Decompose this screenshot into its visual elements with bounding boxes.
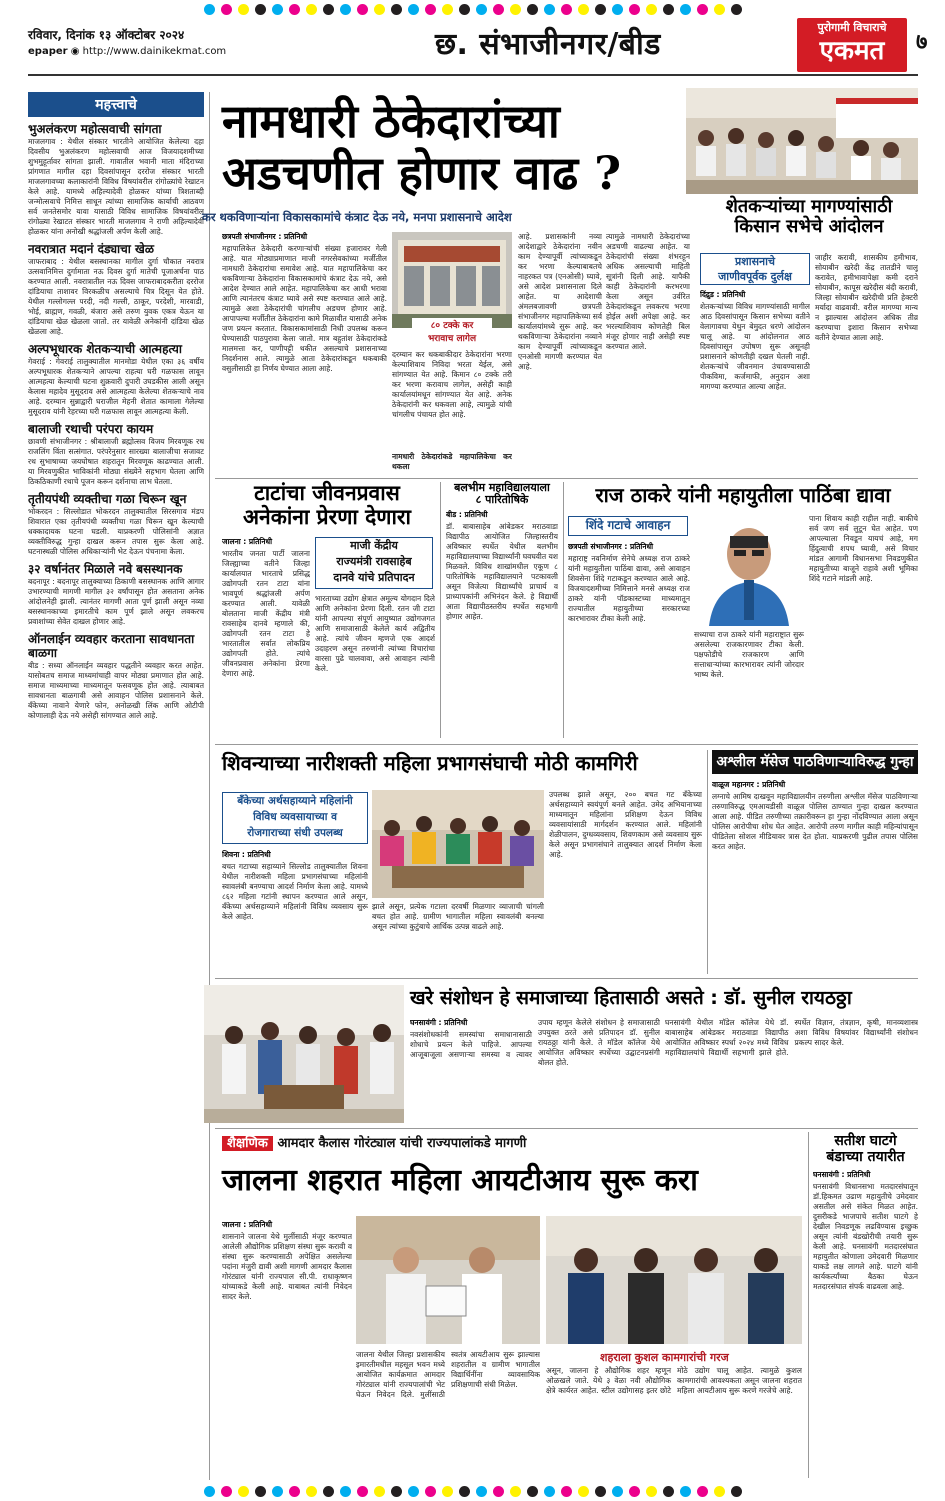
logo-tagline: पुरोगामी विचाराचे <box>817 21 887 34</box>
iti-hostel-photo <box>546 1216 802 1344</box>
crime-column <box>712 780 918 972</box>
sidebar-item-title: भुअलंकरण महोत्सवाची सांगता <box>28 122 162 136</box>
crime-byline: वाळूज महानगर : प्रतिनिधी <box>712 780 786 789</box>
farmer-headline-line1: शेतकऱ्यांच्या मागण्यांसाठी <box>725 196 893 217</box>
shivna-box-line1: बँकेच्या अर्थसहाय्याने महिलांनी <box>237 795 353 807</box>
lead-subhead: कर थकविणाऱ्यांना विकासकामांचे कंत्राट देऊ नये, मनपा प्रशासनाचे आदेश <box>202 210 512 224</box>
caption-title: ८० टक्के कर <box>430 321 474 331</box>
shivna-column-2: उपलब्ध झाले असून, २०० बचत गट बँकेच्या अर्थसहाय्याने स्वयंपूर्ण बनले आहेत. उमेद अभियानाच्या माध्यमातून महिलांना प्रशिक्षण देऊन विविध व्यवसायांसाठी मार्गदर्शन करण्यात आले. महिलांनी शेळीपालन, दुग्धव्यवसाय, शिवणकाम असे व्यवसाय सुरू केले असून प्रभागसंघाने तालुक्यात आदर्श निर्माण केला आहे. <box>549 790 702 859</box>
sidebar-item <box>28 422 204 487</box>
shivna-byline: शिवना : प्रतिनिधी <box>222 850 271 859</box>
farmer-column-2: जाहीर करावी, शासकीय हमीभाव, सोयाबीन खरेदी केंद्र तातडीने चालू करावेत, हमीभावापेक्षा कमी दराने सोयाबीन, कापूस खरेदीस बंदी करावी, जिल्हा सोयाबीन खरेदीची प्रति हेक्टरी मर्यादा वाढवावी. वरील मागण्या मान्य न झाल्यास आंदोलन अधिक तीव्र करण्याचा इशारा किसान सभेच्या वतीने देण्यात आला आहे. <box>815 253 918 342</box>
lead-column-3: आहे. प्रशासकांनी नव्या आदेशाद्वारे ठेकेदारांना नवीन काम देण्यापूर्वी त्यांच्याकडून कर भरणा केल्याबाबतचे नाहरकत पत्र (एनओसी) घ्यावे, असे आदेश प्रशासनाला दिले आहेत. या आदेशाची अंमलबजावणी छत्रपती संभाजीनगर महापालिकेच्या सर्व कार्यालयांमध्ये सुरू आहे. कर थकविणाऱ्या ठेकेदारांना नव्याने काम देण्यापूर्वी त्यांच्याकडून एनओसी मागणी करण्यात येत आहे. <box>518 232 602 371</box>
sidebar-item-body: जाफराबाद : येथील बसस्थानका मागील दुर्गा चौकात नवरात्र उत्सवानिमित्त दुर्गामाता नऊ दिवस दुर्गा मातेची पूजाअर्चना पाठ करण्यात आली. नवरात्रातील नऊ दिवस जाफराबादकरीता दररोज दांडियाचा ताशावर विरकळीच असल्याचे चित्र दिसून येत होते. येथील गल्लोगल्ल परदी, नदी गल्ली, ठाकूर, परदेशी, मारवाडी, भोई, ब्राह्मण, गवळी, बंजारा असे तरुण युवक एकत्र येऊन या दांडियाचा खेळ खेळला जातो. तर यावेळी अनेकांनी दांडिया खेळ खेळला आहे. <box>28 257 204 336</box>
globe-icon: ◉ <box>70 46 80 57</box>
iti-column-2: जालना येथील जिल्हा प्रशासकीय इमारतीमधील महसूल भवन मध्ये आयोजित कार्यक्रमात आमदार गोरंट्याल यांनी राज्यपालांची भेट घेऊन निवेदन दिले. मुलींसाठी स्वतंत्र आयटीआय सुरू झाल्यास शहरातील व ग्रामीण भागातील विद्यार्थिनींना व्यावसायिक प्रशिक्षणाची संधी मिळेल. <box>356 1350 540 1399</box>
lead-text-2: आपापल्या मर्जीतील ठेकेदारांना कामे मिळावीत यासाठी अनेक जण प्रयत्न करतात. विकासकामांसाठी निधी उपलब्ध करून घेण्यासाठी पाठपुरावा केला जातो. मात्र बहुतांश ठेकेदारांकडे मालमत्ता कर, पाणीपट्टी थकीत असल्याचे प्रशासनाच्या निदर्शनास आले. त्यामुळे आता ठेकेदारांकडून थकबाकी वसुलीसाठी हा निर्णय घेण्यात आला आहे. <box>222 314 387 373</box>
logo-name: एकमत <box>819 36 885 66</box>
iti-byline: जालना : प्रतिनिधी <box>222 1220 273 1229</box>
sidebar-item-body: गेवराई : गेवराई तालुक्यातील मानमोडा येथील एका ३६ वर्षीय अल्पभूधारक शेतकऱ्याने आपल्या राहत्या घरी गळफास लावून आत्महत्या केल्याची घटना शुक्रवारी दुपारी उघडकीस आली असून केलास महादेव मुसूदराव असे आत्महत्या केलेल्या शेतकऱ्याचे नाव आहे. दरम्यान सुन्नाद्वारी घराजील मेहनी शेतात कामाला गेलेल्या मुसूदराव यांनी रेहरच्या घरी गळफास लावून आत्महत्या केली. <box>28 357 204 416</box>
shivna-box-line3: रोजगाराच्या संधी उपलब्ध <box>247 827 343 839</box>
raj-subhead-box: शिंदे गटाचे आवाहन <box>568 516 688 536</box>
tata-box-line1: माजी केंद्रीय <box>350 539 398 552</box>
section-divider-3 <box>215 978 918 979</box>
balbhim-column <box>446 510 558 738</box>
sidebar-item-body: भोकरदन : सिल्लोडात भोकरदन तालुक्यातील सिरसगाव मंडप शिवारात एका तृतीयपंथी व्यक्तीचा गळा चिरून खून केल्याची धक्कादायक घटना घडली. याप्रकरणी पोलिसांनी अज्ञात व्यक्तीविरुद्ध गुन्हा दाखल करून तपास सुरू केला आहे. घटनास्थळी पोलिस अधिकाऱ्यांनी भेट देऊन पंचनामा केला. <box>28 507 204 556</box>
satish-text: घनसावंगी विधानसभा मतदारसंघातून डॉ.हिकमत उढाण महायुतीचे उमेदवार असतील असे संकेत मिळत आहेत. दुसरीकडे भाजपाचे सतीश घाटगे हे देखील निवडणूक लढविण्यास इच्छुक असून त्यांनी बंडखोरीची तयारी सुरू केली आहे. घनसावंगी मतदारसंघात महायुतीत कोणाला उमेदवारी मिळणार याकडे लक्ष लागले आहे. घाटगे यांनी कार्यकर्त्यांच्या बैठका घेऊन मतदारसंघात संपर्क वाढवला आहे. <box>813 1182 918 1291</box>
section-title: छ. संभाजीनगर/बीड <box>435 27 661 62</box>
iti-kicker <box>222 1134 802 1154</box>
tata-subhead-box <box>315 537 433 589</box>
satish-byline: घनसावंगी : प्रतिनिधी <box>813 1170 871 1179</box>
lead-photo-text: दरम्यान कर थकबाकीदार ठेकेदारांना भरणा केल्याशिवाय निविदा भरता येईल, असे सांगण्यात येत आहे. किमान ८० टक्के तरी कर भरणा करावाच लागेल, असेही काही कार्यालयांमधून सांगण्यात येत आहे. अनेक ठेकेदारांनी कर थकवला आहे, त्यामुळे यांची चांगलीच पंचायत होत आहे. <box>392 350 512 419</box>
lead-headline-line2: अडचणीत होणार वाढ ? <box>222 145 622 200</box>
sidebar-item <box>28 122 204 237</box>
sidebar-item-title: तृतीयपंथी व्यक्तीचा गळा चिरून खून <box>28 492 187 506</box>
registration-marks-top <box>0 2 945 16</box>
caption-subtitle: भरावाच लागेल <box>427 334 477 344</box>
iti-column-3: असून, जालना हे औद्योगिक शहर म्हणून ओळखले जाते. येथे ३ वेळा नवी औद्योगिक क्षेत्रे कार्यरत आहेत. स्टील उद्योगासह इतर छोटे मोठे उद्योग चालू आहेत. त्यामुळे कुशल कामगारांची आवश्यकता असून जालना शहरात महिला आयटीआय सुरू करणे गरजेचे आहे. <box>546 1366 802 1395</box>
lead-byline: छत्रपती संभाजीनगर : प्रतिनिधी <box>222 232 308 241</box>
balbhim-text: डॉ. बाबासाहेब आंबेडकर मराठवाडा विद्यापीठ आयोजित जिल्हास्तरीय अविष्कार स्पर्धेत येथील बलभीम महाविद्यालयाच्या विद्यार्थ्यांनी घवघवीत यश मिळवले. विविध शाखांमधील एकूण ८ पारितोषिके महाविद्यालयाने पटकावली असून विजेत्या विद्यार्थ्यांचे प्राचार्य व प्राध्यापकांनी अभिनंदन केले. हे विद्यार्थी आता विद्यापीठस्तरीय स्पर्धेत सहभागी होणार आहेत. <box>446 522 558 621</box>
raj-headline: राज ठाकरे यांनी महायुतीला पाठिंबा द्यावा <box>595 483 891 507</box>
balbhim-headline <box>446 482 558 507</box>
shivna-box-line2: विविध व्यवसायाच्या व <box>253 811 337 823</box>
farmer-column-1 <box>700 290 810 472</box>
shivna-headline: शिवन्याच्या नारीशक्ती महिला प्रभागसंघाची मोठी कामगिरी <box>222 751 638 775</box>
sidebar-item-title: ३२ वर्षानंतर मिळाले नवे बसस्थानक <box>28 562 183 576</box>
research-headline: खरे संशोधन हे समाजाच्या हितासाठी असते : डॉ. सुनील रायठठ्ठा <box>410 987 852 1009</box>
iti-column-1 <box>222 1220 352 1478</box>
sidebar-item <box>28 492 204 557</box>
balbhim-divider <box>563 482 564 738</box>
shivna-women-photo <box>372 790 544 898</box>
issue-date: रविवार, दिनांक १३ ऑक्टोबर २०२४ <box>28 28 185 42</box>
raj-column-1 <box>568 542 690 738</box>
balbhim-byline: बीड : प्रतिनिधी <box>446 510 488 519</box>
raj-column-2: पाना शिवाय काही राहील नाही. बाकीचे सर्व जण सर्व लुटून घेत आहेत. पण आपल्याला निवडून यायचं आहे, मग हिंदुत्वाची शपथ घ्यावी, असे विचार मांडत आगामी विधानसभा निवडणुकीत महायुतीच्या बाजूने राहावे अशी भूमिका शिंदे गटाने मांडली आहे. <box>809 514 918 583</box>
satish-headline-line2: बंडाच्या तयारीत <box>826 1148 905 1165</box>
shivna-photo-caption: झाले असून, प्रत्येक गटाला दरवर्षी मिळणार व्याजाची चांगली बचत होत आहे. ग्रामीण भागातील महिला स्वावलंबी बनल्या असून त्यांच्या कुटुंबाचे आर्थिक उत्पन्न वाढले आहे. <box>372 902 544 931</box>
raj-thackeray-photo <box>694 514 804 626</box>
iti-text-1: शासनाने जालना येथे मुलींसाठी मंजूर करण्यात आलेली औद्योगिक प्रशिक्षण संस्था सुरू करावी व संस्था सुरू करण्यासाठी अपेक्षित असलेल्या पदांना मंजुरी द्यावी अशी मागणी आमदार कैलास गोरंट्याल यांनी राज्यपाल सी.पी. राधाकृष्णन यांच्याकडे केली आहे. याबाबत त्यांनी निवेदन सादर केले. <box>222 1232 352 1301</box>
balbhim-headline-line2: ८ पारितोषिके <box>475 493 529 507</box>
section-divider-1 <box>215 478 918 479</box>
iti-meeting-photo <box>356 1216 540 1344</box>
satish-headline-line1: सतीश घाटगे <box>834 1133 897 1149</box>
sidebar-important <box>28 92 204 1480</box>
section-divider-2 <box>215 744 918 745</box>
tata-column-1 <box>222 537 310 737</box>
tata-headline-line1: टाटांचा जीवनप्रवास <box>254 481 400 505</box>
masthead-rule <box>28 74 918 76</box>
shivna-text-1: बचत गटाच्या सहाय्याने सिल्लोड तालुक्यातील शिवना येथील नारीशक्ती महिला प्रभागसंघाच्या महिलांनी स्वावलंबी बनण्याचा आदर्श निर्माण केला आहे. यामध्ये ८६२ महिला गटांनी स्थापन करण्यात आले असून, बँकेच्या अर्थसहाय्याने महिलांनी विविध व्यवसाय सुरू केले आहेत. <box>222 862 368 921</box>
research-column-2: घनसावंगी येथील मॉडेल कॉलेज येथे डॉ. बाबासाहेब आंबेडकर मराठवाडा विद्यापीठ आयोजित अविष्कार स्पर्धा २०२४ मध्ये विविध महाविद्यालयांचे विद्यार्थी सहभागी झाले होते. स्पर्धेत विज्ञान, तंत्रज्ञान, कृषी, मानव्यशास्त्र अशा विविध विषयांवर विद्यार्थ्यांनी संशोधन प्रकल्प सादर केले. <box>665 1018 918 1057</box>
farmer-box-line2: जाणीवपूर्वक दुर्लक्ष <box>718 270 792 283</box>
tata-byline: जालना : प्रतिनिधी <box>222 537 273 546</box>
satish-column <box>813 1170 918 1478</box>
research-event-photo <box>204 985 404 1123</box>
farmer-box-line1: प्रशासनाचे <box>735 255 775 268</box>
sidebar-item <box>28 632 204 721</box>
lead-photo <box>392 232 512 328</box>
farmer-text-1: शेतकऱ्यांच्या विविध मागण्यांसाठी मागील आठ दिवसांपासून किसान सभेच्या वतीने वेलागावचा येथुन बेमुदत धरणे आंदोलन चालू आहे. या आंदोलनात आठ दिवसांपासून उपोषण सुरू असूनही प्रशासनाने कोणतीही दखल घेतली नाही. शेतकऱ्यांचे जीवनमान उंचावण्यासाठी पीकविमा, कर्जमाफी, अनुदान अशा मागण्या करण्यात आल्या आहेत. <box>700 302 810 391</box>
shivna-column-1 <box>222 850 368 972</box>
tata-column-2: भारताच्या उद्योग क्षेत्रात अमूल्य योगदान दिले आणि अनेकांना प्रेरणा दिली. रतन जी टाटा यांनी आपल्या संपूर्ण आयुष्यात उद्योगजगत आणि समाजासाठी केलेले कार्य अद्वितीय आहे. त्यांचे जीवन म्हणजे एक आदर्श उदाहरण असून तरुणांनी त्यांच्या विचारांचा वारसा पुढे चालवावा, असे आवाहन त्यांनी केले. <box>315 594 435 673</box>
satish-divider <box>808 1132 809 1478</box>
section-divider-4 <box>215 1128 918 1129</box>
sidebar-divider <box>209 92 210 1480</box>
lead-photo-caption <box>412 318 492 344</box>
epaper-label: epaper <box>28 46 68 57</box>
iti-kicker-text: आमदार कैलास गोरंट्याल यांची राज्यपालांकडे मागणी <box>277 1136 527 1151</box>
crime-text: लग्नाचे आमिष दाखवून महाविद्यालयीन तरुणीला अश्लील मॅसेज पाठविणाऱ्या तरुणाविरुद्ध एमआयडीसी वाळूज पोलिस ठाण्यात गुन्हा दाखल करण्यात आला आहे. पीडित तरुणीच्या तक्रारीवरून हा गुन्हा नोंदविण्यात आला असून पोलिस आरोपीचा शोध घेत आहेत. आरोपी तरुण मागील काही महिन्यांपासून पीडितेला सोशल मीडियावर त्रास देत होता. याप्रकरणी पुढील तपास पोलिस करत आहेत. <box>712 792 918 851</box>
shivna-subhead-box <box>222 792 368 844</box>
lead-headline-line1: नामधारी ठेकेदारांच्या <box>222 94 560 148</box>
farmer-headline-line2: किसान सभेचे आंदोलन <box>734 216 884 238</box>
tata-text-1: भारतीय जनता पार्टी जालना जिल्ह्याच्या वतीने जिल्हा कार्यालयात भारताचे प्रसिद्ध उद्योगपती रतन टाटा यांना भावपूर्ण श्रद्धांजली अर्पण करण्यात आली. यावेळी बोलताना माजी केंद्रीय मंत्री रावसाहेब दानवे म्हणाले की, उद्योगपती रतन टाटा हे भारतातील सर्वात लोकप्रिय उद्योगपती होते. त्यांचे जीवनप्रवास अनेकांना प्रेरणा देणारा आहे. <box>222 549 310 678</box>
raj-text-1: महाराष्ट्र नवनिर्माण सेनेचे अध्यक्ष राज ठाकरे यांनी महायुतीला पाठिंबा द्यावा, असे आवाहन शिवसेना शिंदे गटाकडून करण्यात आले आहे. विजयादशमीच्या निमित्ताने मनसे अध्यक्ष राज ठाकरे यांनी पॉडकास्टच्या माध्यमातून राज्यातील महायुतीच्या सरकारच्या कारभारावर टीका केली आहे. <box>568 554 690 623</box>
shivna-divider <box>707 750 708 974</box>
page-number: ७ <box>916 30 928 55</box>
raj-byline: छत्रपती संभाजीनगर : प्रतिनिधी <box>568 542 654 551</box>
registration-marks-bottom <box>0 1484 945 1498</box>
sidebar-item <box>28 242 204 337</box>
lead-text-1: महापालिकेत ठेकेदारी करणाऱ्यांची संख्या हजारावर गेली आहे. यात मोठ्याप्रमाणात माजी नगरसेवकांच्या मर्जीतील नामधारी ठेकेदारांचा समावेश आहे. यात महापालिकेचा कर थकविणाऱ्या ठेकेदारांना विकासकामांचे कंत्राट देऊ नये, असे आदेश देण्यात आले आहेत. महापालिकेचा कर आधी भरावा आणि त्यानंतरच कंत्राट घ्यावे असे स्पष्ट करण्यात आले आहे. त्यामुळे अशा ठेकेदारांची चांगलीच अडचण होणार आहे. <box>222 244 387 313</box>
lead-column-1 <box>222 232 387 470</box>
farmer-headline <box>700 197 918 237</box>
sidebar-item-title: बालाजी रथाची परंपरा कायम <box>28 422 154 436</box>
sidebar-item-body: माजलगाव : येथील संस्कार भारतीने आयोजित केलेल्या दहा दिवसीय भुअलंकरण महोत्सवाची आज विजयादशमीच्या शुभमुहूर्तावर सांगता झाली. गावातील भवानी माता मंदिराच्या प्रांगणात मागील दहा दिवसांपासून दररोज संस्कार भारती माजलगावच्या कलाकारांनी विविध विषयांवरील रांगोळ्यांचे रेखाटन केले आहे. यामध्ये अहिल्यादेवी होळकर यांच्या त्रिशताब्दी जन्मोत्सवाचे निमित्त साधून त्यांच्या सामाजिक कार्याची आठवण सर्व जनतेसमोर यावा यासाठी विविध सामाजिक विषयांवरील रांगोळ्या रेखाटत संस्कार भारती माजलगाव ने राणी अहिल्यादेवी होळकर यांना अनोखी श्रद्धांजली अर्पण केली आहे. <box>28 137 204 236</box>
farmer-protest-photo <box>686 88 918 194</box>
tata-box-line2: राज्यमंत्री रावसाहेब <box>336 555 412 568</box>
lead-photo-bottom: नामधारी ठेकेदारांकडे महापालिकेचा कर थकला <box>392 452 512 471</box>
sidebar-item-title: ऑनलाईन व्यवहार करताना सावधानता बाळगा <box>28 632 195 660</box>
sidebar-item-body: बीड : सध्या ऑनलाईन व्यवहार पद्धतीने व्यवहार करत आहेत. यासोबतच समाज माध्यमांचाही वापर मोठ्या प्रमाणात होत आहे. समाज माध्यमाच्या माध्यमातून फसवणूक होत आहे. त्याबाबत सावधानता बाळगावी असे आवाहन पोलिस प्रशासनाने केले. बँकेच्या नावाने येणारे फोन, अनोळखी लिंक आणि ओटीपी कोणालाही देऊ नये असेही सांगण्यात आले आहे. <box>28 661 204 720</box>
raj-photo-caption: सध्याचा राज ठाकरे यांनी महाराष्ट्रात सुरू असलेल्या राजकारणावर टीका केली. पक्षफोडीचे राजकारण आणि सत्ताधाऱ्यांच्या कारभारावर त्यांनी जोरदार भाष्य केले. <box>694 630 804 679</box>
sidebar-header: महत्त्वाचे <box>28 92 204 117</box>
iti-headline: जालना शहरात महिला आयटीआय सुरू करा <box>222 1163 698 1198</box>
research-column-1 <box>410 1018 660 1124</box>
lead-headline <box>222 96 692 199</box>
iti-kicker-tag: शैक्षणिक <box>222 1136 273 1151</box>
crime-headline: अश्लील मॅसेज पाठविणाऱ्याविरुद्ध गुन्हा <box>712 750 918 774</box>
tata-box-line3: दानवे यांचे प्रतिपादन <box>333 571 415 584</box>
epaper-link[interactable] <box>28 46 226 57</box>
sidebar-item-title: अल्पभूधारक शेतकऱ्याची आत्महत्या <box>28 342 182 356</box>
epaper-url: http://www.dainikekmat.com <box>82 46 227 57</box>
sidebar-item-body: बदनापूर : बदनापूर तालुक्याच्या ठिकाणी बसस्थानक आणि आगार उभारण्याची मागणी मागील ३२ वर्षांपासून होत असताना अनेक आंदोलनेही झाली. त्यानंतर मागणी आता पूर्ण झाली असून नव्या बसस्थानकाच्या इमारतीचे काम पूर्ण झाले असून लवकरच प्रवाशांच्या सेवेत दाखल होणार आहे. <box>28 577 204 626</box>
farmer-byline: दिंद्रुड : प्रतिनिधी <box>700 290 746 299</box>
iti-subhead: शहराला कुशल कामगारांची गरज <box>600 1351 729 1364</box>
research-byline: घनसावंगी : प्रतिनिधी <box>410 1018 468 1027</box>
lead-column-4: त्यामुळे नामधारी ठेकेदारांच्या अडचणी वाढल्या आहेत. या ठेकेदारांची संख्या शंभरहून अधिक असल्याची माहिती सूत्रांनी दिली आहे. यापैकी काही ठेकेदारांनी करभरणा केला असून उर्वरित ठेकेदारांकडून लवकरच भरणा होईल अशी अपेक्षा आहे. कर भरल्याशिवाय कोणतेही बिल मंजूर होणार नाही असेही स्पष्ट करण्यात आले. <box>606 232 690 351</box>
tata-headline <box>222 482 432 529</box>
sidebar-item-title: नवरात्रात मदानंं दंड्याचा खेळ <box>28 242 154 256</box>
tata-divider <box>440 482 441 738</box>
sidebar-item <box>28 562 204 627</box>
tata-headline-line2: अनेकांना प्रेरणा देणारा <box>243 504 411 529</box>
research-text-1: नवसंशोधकांनी समस्यांचा समाधानासाठी शोधाचे प्रयत्न केले पाहिजे. आपल्या आजूबाजूला असणाऱ्या समस्या व त्यावर उपाय म्हणून केलेले संशोधन हे समाजासाठी उपयुक्त ठरते असे प्रतिपादन डॉ. सुनील रायठठ्ठा यांनी केले. ते मॉडेल कॉलेज येथे आयोजित अविष्कार स्पर्धेच्या उद्घाटनप्रसंगी बोलत होते. <box>410 1018 660 1067</box>
newspaper-logo <box>797 18 907 72</box>
sidebar-item <box>28 342 204 417</box>
balbhim-headline-line1: बलभीम महाविद्यालयाला <box>454 481 550 494</box>
sidebar-item-body: छावणी संभाजीनगर : श्रीबालाजी ब्रह्मोत्सव विजय मिरवणूक रथ राजलिंग विंता सत्संगात. परंपरेनुसार सारख्या बालाजीचा सजावट रथ सुभाषाच्या जयघोषात शहरातून मिरवणूक काढण्यात आली. या मिरवणुकीत भाविकांनी मोठ्या संख्येने सहभाग घेतला आणि ठिकठिकाणी रथाचे पूजन करून दर्शनाचा लाभ घेतला. <box>28 437 204 486</box>
farmer-subhead-box <box>700 253 810 285</box>
satish-headline <box>813 1134 918 1165</box>
